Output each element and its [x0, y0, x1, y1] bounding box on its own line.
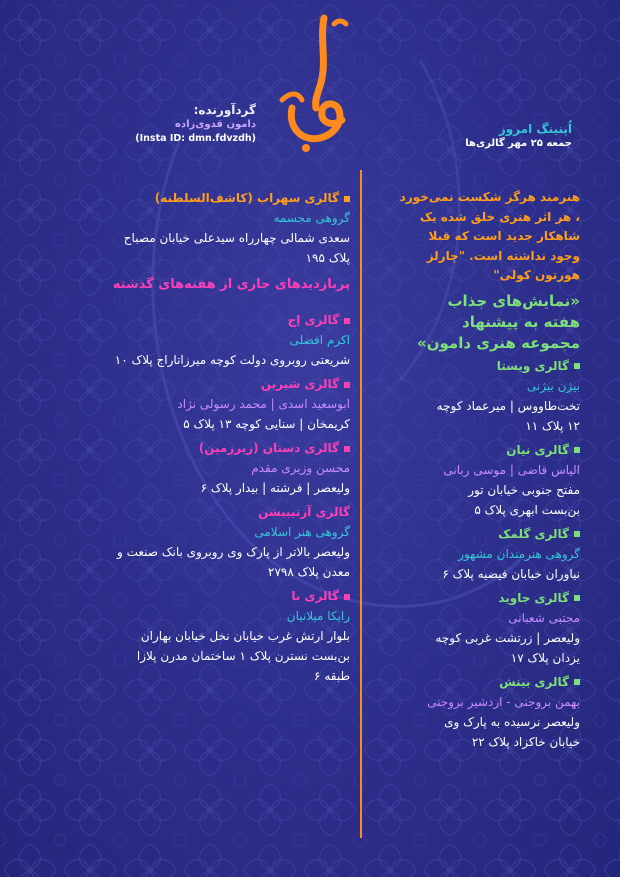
gallery-artist: ابوسعید اسدی | محمد رسولی نژاد	[177, 397, 350, 411]
gallery-entry	[40, 374, 350, 434]
headline-line: هفته به پیشنهاد	[462, 312, 580, 331]
quote-line: هنرمند هرگز شکست نمی‌خورد	[399, 190, 580, 204]
weekly-headline	[376, 291, 580, 354]
bullet-icon	[344, 382, 350, 388]
gallery-artist: گروهی مجسمه	[273, 211, 350, 225]
curator-block	[96, 103, 256, 144]
curator-title: گردآورنده:	[193, 103, 256, 117]
gallery-artist: گروهی هنرمندان مشهور	[458, 546, 580, 561]
gallery-artist: بیژن بیژنی	[526, 378, 580, 393]
gallery-address: مفتح جنوبی خیابان تور	[468, 482, 580, 497]
headline-line: مجموعه هنری دامون»	[417, 333, 580, 352]
gallery-name: گالری نیان	[376, 440, 580, 460]
gallery-name: گالری بینش	[376, 672, 580, 692]
gallery-name: گالری شیرین	[40, 374, 350, 394]
opening-block	[392, 122, 572, 149]
gallery-address: بن‌بست ابهری پلاک ۵	[474, 502, 580, 517]
gallery-artist: بهمن بروجنی - اردشیر بروجنی	[427, 694, 580, 709]
gallery-address: خیابان خاکزاد پلاک ۲۲	[471, 734, 580, 749]
gallery-name: گالری سهراب (کاشف‌السلطنه)	[40, 188, 350, 208]
gallery-entry	[376, 440, 580, 520]
right-column	[376, 188, 580, 752]
gallery-address: پلاک ۱۹۵	[305, 251, 350, 265]
gallery-address: ۱۲ پلاک ۱۱	[525, 418, 580, 433]
bullet-icon	[344, 446, 350, 452]
damoon-logo	[262, 8, 362, 158]
gallery-entry	[40, 586, 350, 686]
bullet-icon	[574, 447, 580, 453]
gallery-address: ولیعصر | فرشته | بیدار پلاک ۶	[200, 481, 350, 495]
gallery-address: طبقه ۶	[314, 669, 350, 683]
section-title: پربازدیدهای جاری از هفته‌های گذشته	[112, 277, 350, 292]
gallery-name: گالری اِج	[40, 310, 350, 330]
gallery-name: گالری گلمک	[376, 524, 580, 544]
artist-quote	[376, 188, 580, 286]
bullet-icon	[574, 531, 580, 537]
headline-line: «نمایش‌های جذاب	[447, 291, 580, 310]
quote-line: شاهکار جدید است که قبلا	[428, 229, 580, 243]
gallery-entry	[40, 188, 350, 268]
gallery-address: شریعتی روبروی دولت کوچه میرزاتاراج پلاک ۱۰	[114, 353, 350, 367]
gallery-name: گالری آرتیبیشن	[258, 505, 350, 519]
gallery-address: بن‌بست نسترن پلاک ۱ ساختمان مدرن پلازا	[136, 649, 350, 663]
gallery-entry	[376, 588, 580, 668]
gallery-artist: گروهی هنر اسلامی	[254, 525, 350, 539]
gallery-address: سعدی شمالی چهارراه سیدعلی خیابان مصباح	[123, 231, 350, 245]
quote-line: وجود نداشته است. "چارلز	[426, 248, 580, 263]
curator-name: دامون قدوی‌زاده	[175, 119, 256, 130]
gallery-artist: محسن وزیری مقدم	[251, 461, 350, 475]
opening-title: اُپنینگ امروز	[498, 122, 572, 136]
quote-line: ، هر اثر هنری خلق شده یک	[419, 209, 580, 224]
opening-date: جمعه ۲۵ مهر گالری‌ها	[465, 138, 572, 149]
gallery-entry	[40, 438, 350, 498]
gallery-name: گالری دستان (زیرزمین)	[40, 438, 350, 458]
gallery-address: نیاوران خیابان فیضیه پلاک ۶	[442, 566, 580, 581]
gallery-address: ولیعصر نرسیده به پارک وی	[444, 714, 580, 729]
gallery-name: گالری ویستا	[376, 356, 580, 376]
gallery-address: معدن پلاک ۲۷۹۸	[268, 565, 350, 579]
gallery-name: گالری جاوید	[376, 588, 580, 608]
bullet-icon	[344, 318, 350, 324]
bullet-icon	[574, 595, 580, 601]
gallery-address: ولیعصر | زرتشت غربی کوچه	[435, 630, 580, 645]
bullet-icon	[344, 196, 350, 202]
gallery-entry	[40, 502, 350, 582]
gallery-name: گالری با	[40, 586, 350, 606]
gallery-address: تخت‌طاووس | میرعماد کوچه	[436, 398, 580, 413]
quote-line: هورتون کولی"	[493, 268, 580, 282]
left-column	[40, 188, 350, 686]
gallery-artist: رایکا میلانیان	[286, 609, 350, 623]
gallery-artist: اکرم افضلی	[289, 333, 350, 347]
bullet-icon	[574, 679, 580, 685]
bullet-icon	[574, 363, 580, 369]
gallery-entry	[376, 356, 580, 436]
gallery-entry	[40, 310, 350, 370]
gallery-address: بلوار ارتش غرب خیابان نخل خیابان بهاران	[140, 629, 350, 643]
gallery-entry	[376, 524, 580, 584]
column-divider	[360, 170, 362, 838]
gallery-artist: مجتبی شعبانی	[508, 610, 580, 625]
curator-instagram: (Insta ID: dmn.fdvzdh)	[135, 133, 256, 144]
gallery-address: ولیعصر بالاتر از پارک وی روبروی بانک صنعت و	[116, 545, 350, 559]
bullet-icon	[344, 594, 350, 600]
gallery-address: کریمخان | سنایی کوچه ۱۳ پلاک ۵	[183, 417, 350, 431]
gallery-entry	[376, 672, 580, 752]
gallery-artist: الیاس قاضی | موسی ربانی	[443, 462, 580, 477]
gallery-address: یزدان پلاک ۱۷	[510, 650, 580, 665]
